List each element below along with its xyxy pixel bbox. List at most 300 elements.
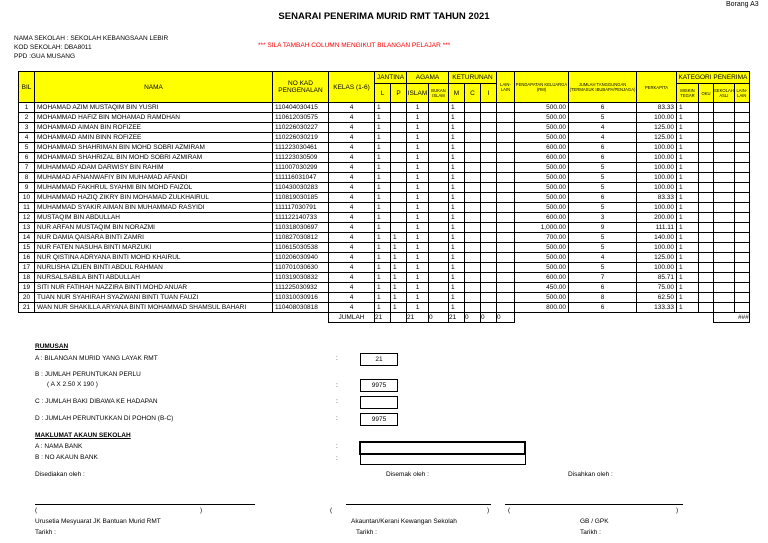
row-lain-lain bbox=[497, 243, 515, 253]
paren-open-1: ( bbox=[35, 507, 38, 514]
row-kategori-lain bbox=[734, 193, 749, 203]
row-lain-lain bbox=[497, 193, 515, 203]
row-bil: 11 bbox=[19, 203, 35, 213]
row-ic: 110612030575 bbox=[273, 113, 329, 123]
row-islam: 1 bbox=[407, 153, 429, 163]
row-m: 1 bbox=[449, 193, 465, 203]
row-bukan-islam bbox=[429, 103, 449, 113]
row-lain-lain bbox=[497, 263, 515, 273]
row-tanggungan: 7 bbox=[569, 273, 637, 283]
row-kelas: 4 bbox=[329, 263, 375, 273]
row-m: 1 bbox=[449, 153, 465, 163]
table-row bbox=[19, 273, 750, 283]
row-pendapatan: 1,000.00 bbox=[515, 223, 569, 233]
row-lain-lain bbox=[497, 283, 515, 293]
total-i: 0 bbox=[481, 313, 497, 323]
row-c bbox=[465, 263, 481, 273]
col-p: P bbox=[391, 84, 407, 103]
row-l: 1 bbox=[375, 193, 391, 203]
row-kelas: 4 bbox=[329, 143, 375, 153]
row-bukan-islam bbox=[429, 193, 449, 203]
col-nama: NAMA bbox=[35, 72, 273, 103]
row-oku bbox=[699, 303, 714, 313]
row-tanggungan: 3 bbox=[569, 213, 637, 223]
row-i bbox=[481, 183, 497, 193]
row-lain-lain bbox=[497, 113, 515, 123]
row-i bbox=[481, 243, 497, 253]
row-i bbox=[481, 163, 497, 173]
row-lain-lain bbox=[497, 163, 515, 173]
row-c bbox=[465, 163, 481, 173]
row-ic: 110615030538 bbox=[273, 243, 329, 253]
row-bil: 20 bbox=[19, 293, 35, 303]
row-miskin-tegar: 1 bbox=[677, 123, 699, 133]
row-nama: MUHAMMAD ADAM DARWISY BIN RAHIM bbox=[35, 163, 273, 173]
row-miskin-tegar: 1 bbox=[677, 293, 699, 303]
row-pendapatan: 500.00 bbox=[515, 103, 569, 113]
row-miskin-tegar: 1 bbox=[677, 103, 699, 113]
row-kategori-lain bbox=[734, 253, 749, 263]
col-islam: ISLAM bbox=[407, 84, 429, 103]
row-miskin-tegar: 1 bbox=[677, 183, 699, 193]
row-c bbox=[465, 143, 481, 153]
col-kategori-lain: LAIN-LAIN bbox=[734, 84, 749, 103]
row-nama: MUHAMMAD HAZIQ ZIKRY BIN MOHAMAD ZULKHAIRUL bbox=[35, 193, 273, 203]
row-ic: 111116031047 bbox=[273, 173, 329, 183]
table-row bbox=[19, 143, 750, 153]
colon: : bbox=[336, 443, 338, 450]
table-row bbox=[19, 223, 750, 233]
row-miskin-tegar: 1 bbox=[677, 273, 699, 283]
row-bil: 18 bbox=[19, 273, 35, 283]
row-bil: 17 bbox=[19, 263, 35, 273]
row-perkapita: 125.00 bbox=[637, 253, 677, 263]
col-kategori: KATEGORI PENERIMA bbox=[677, 72, 750, 84]
row-kategori-lain bbox=[734, 103, 749, 113]
row-i bbox=[481, 293, 497, 303]
row-perkapita: 100.00 bbox=[637, 263, 677, 273]
row-bil: 15 bbox=[19, 243, 35, 253]
row-kelas: 4 bbox=[329, 183, 375, 193]
row-kelas: 4 bbox=[329, 293, 375, 303]
row-nama: MUHAMAD AFNANWAFIY BIN MUHAMAD AFANDI bbox=[35, 173, 273, 183]
row-m: 1 bbox=[449, 303, 465, 313]
row-tanggungan: 6 bbox=[569, 283, 637, 293]
row-nama: MOHAMMAD AMIN BINN ROFIZEE bbox=[35, 133, 273, 143]
row-kategori-lain bbox=[734, 183, 749, 193]
row-p: 1 bbox=[391, 263, 407, 273]
row-lain-lain bbox=[497, 143, 515, 153]
row-islam: 1 bbox=[407, 263, 429, 273]
row-oku bbox=[699, 113, 714, 123]
row-c bbox=[465, 213, 481, 223]
row-kategori-lain bbox=[734, 273, 749, 283]
row-bil: 3 bbox=[19, 123, 35, 133]
row-tanggungan: 5 bbox=[569, 263, 637, 273]
row-pendapatan: 500.00 bbox=[515, 123, 569, 133]
row-tanggungan: 8 bbox=[569, 293, 637, 303]
row-i bbox=[481, 133, 497, 143]
row-l: 1 bbox=[375, 203, 391, 213]
row-oku bbox=[699, 183, 714, 193]
row-ic: 111223030461 bbox=[273, 143, 329, 153]
row-l: 1 bbox=[375, 263, 391, 273]
row-nama: NUR ARFAN MUSTAQIM BIN NORAZMI bbox=[35, 223, 273, 233]
rumusan-b-value: 9975 bbox=[360, 379, 398, 392]
row-lain-lain bbox=[497, 133, 515, 143]
row-kelas: 4 bbox=[329, 153, 375, 163]
row-kelas: 4 bbox=[329, 173, 375, 183]
row-nama: MUSTAQIM BIN ABDULLAH bbox=[35, 213, 273, 223]
row-i bbox=[481, 173, 497, 183]
signature-line-1 bbox=[35, 504, 255, 505]
row-kategori-lain bbox=[734, 123, 749, 133]
row-c bbox=[465, 303, 481, 313]
row-c bbox=[465, 153, 481, 163]
row-nama: MOHAMAD AZIM MUSTAQIM BIN YUSRI bbox=[35, 103, 273, 113]
row-p bbox=[391, 143, 407, 153]
row-pendapatan: 500.00 bbox=[515, 253, 569, 263]
col-agama: AGAMA bbox=[407, 72, 449, 84]
table-row bbox=[19, 123, 750, 133]
row-i bbox=[481, 203, 497, 213]
row-kategori-lain bbox=[734, 303, 749, 313]
row-m: 1 bbox=[449, 273, 465, 283]
row-kelas: 4 bbox=[329, 233, 375, 243]
row-bil: 14 bbox=[19, 233, 35, 243]
row-miskin-tegar: 1 bbox=[677, 263, 699, 273]
row-miskin-tegar: 1 bbox=[677, 233, 699, 243]
row-sekolah-asli bbox=[714, 183, 735, 193]
row-miskin-tegar: 1 bbox=[677, 153, 699, 163]
row-i bbox=[481, 253, 497, 263]
row-sekolah-asli bbox=[714, 123, 735, 133]
row-ic: 110226030227 bbox=[273, 123, 329, 133]
row-ic: 110819030185 bbox=[273, 193, 329, 203]
total-l: 21 bbox=[375, 313, 391, 323]
row-p bbox=[391, 183, 407, 193]
row-p: 1 bbox=[391, 273, 407, 283]
row-l: 1 bbox=[375, 243, 391, 253]
row-islam: 1 bbox=[407, 163, 429, 173]
total-bukan-islam: 0 bbox=[429, 313, 449, 323]
row-sekolah-asli bbox=[714, 263, 735, 273]
row-kelas: 4 bbox=[329, 163, 375, 173]
page-title: SENARAI PENERIMA MURID RMT TAHUN 2021 bbox=[278, 11, 490, 22]
row-tanggungan: 5 bbox=[569, 173, 637, 183]
colon: : bbox=[336, 455, 338, 462]
row-sekolah-asli bbox=[714, 213, 735, 223]
row-nama: NURLISHA IZLIEN BINTI ABDUL RAHMAN bbox=[35, 263, 273, 273]
row-m: 1 bbox=[449, 203, 465, 213]
row-bukan-islam bbox=[429, 123, 449, 133]
row-islam: 1 bbox=[407, 223, 429, 233]
row-kelas: 4 bbox=[329, 103, 375, 113]
row-sekolah-asli bbox=[714, 193, 735, 203]
role-akauntan: Akauntan/Kerani Kewangan Sekolah bbox=[351, 518, 457, 525]
row-oku bbox=[699, 203, 714, 213]
row-bukan-islam bbox=[429, 173, 449, 183]
row-ic: 111223030509 bbox=[273, 153, 329, 163]
row-nama: MOHAMMAD SHAHRIZAL BIN MOHD SOBRI AZMIRAM bbox=[35, 153, 273, 163]
rumusan-c-value[interactable] bbox=[360, 396, 398, 409]
row-ic: 110226030219 bbox=[273, 133, 329, 143]
row-kategori-lain bbox=[734, 223, 749, 233]
school-code: KOD SEKOLAH: DBA8011 bbox=[14, 44, 92, 51]
row-l: 1 bbox=[375, 173, 391, 183]
row-miskin-tegar: 1 bbox=[677, 113, 699, 123]
row-tanggungan: 5 bbox=[569, 233, 637, 243]
row-nama: SITI NUR FATIHAH NAZZIRA BINTI MOHD ANUAR bbox=[35, 283, 273, 293]
col-c: C bbox=[465, 84, 481, 103]
table-row bbox=[19, 103, 750, 113]
role-urusetia: Urusetia Mesyuarat JK Bantuan Murid RMT bbox=[35, 518, 161, 525]
row-perkapita: 85.71 bbox=[637, 273, 677, 283]
row-i bbox=[481, 193, 497, 203]
row-ic: 110430030283 bbox=[273, 183, 329, 193]
row-sekolah-asli bbox=[714, 113, 735, 123]
row-perkapita: 125.00 bbox=[637, 123, 677, 133]
row-islam: 1 bbox=[407, 243, 429, 253]
bank-name-label: A : NAMA BANK bbox=[35, 443, 83, 450]
row-kategori-lain bbox=[734, 293, 749, 303]
row-sekolah-asli bbox=[714, 223, 735, 233]
row-islam: 1 bbox=[407, 233, 429, 243]
row-p: 1 bbox=[391, 293, 407, 303]
row-m: 1 bbox=[449, 283, 465, 293]
row-oku bbox=[699, 223, 714, 233]
table-row bbox=[19, 173, 750, 183]
row-nama: NUR FATEN NASUHA BINTI MARZUKI bbox=[35, 243, 273, 253]
col-sekolah-asli: SEKOLAH ASLI bbox=[714, 84, 735, 103]
row-m: 1 bbox=[449, 133, 465, 143]
rumusan-heading: RUMUSAN bbox=[35, 343, 69, 350]
table-row bbox=[19, 153, 750, 163]
row-c bbox=[465, 253, 481, 263]
total-c: 0 bbox=[465, 313, 481, 323]
row-p bbox=[391, 193, 407, 203]
row-bukan-islam bbox=[429, 233, 449, 243]
row-lain-lain bbox=[497, 223, 515, 233]
row-perkapita: 140.00 bbox=[637, 233, 677, 243]
row-l: 1 bbox=[375, 153, 391, 163]
row-p bbox=[391, 113, 407, 123]
col-m: M bbox=[449, 84, 465, 103]
col-miskin-tegar: MISKIN TEGAR bbox=[677, 84, 699, 103]
school-ppd: PPD :GUA MUSANG bbox=[14, 53, 76, 60]
rumusan-b-label: B : JUMLAH PERUNTUKAN PERLU bbox=[35, 371, 141, 378]
row-bukan-islam bbox=[429, 223, 449, 233]
row-pendapatan: 600.00 bbox=[515, 273, 569, 283]
row-kategori-lain bbox=[734, 203, 749, 213]
row-i bbox=[481, 273, 497, 283]
row-oku bbox=[699, 153, 714, 163]
row-miskin-tegar: 1 bbox=[677, 193, 699, 203]
account-number-field[interactable] bbox=[360, 453, 526, 465]
row-l: 1 bbox=[375, 163, 391, 173]
row-kelas: 4 bbox=[329, 193, 375, 203]
row-tanggungan: 4 bbox=[569, 133, 637, 143]
col-oku: OKU bbox=[699, 84, 714, 103]
row-lain-lain bbox=[497, 103, 515, 113]
row-nama: MOHAMMAD AIMAN BIN ROFIZEE bbox=[35, 123, 273, 133]
row-kategori-lain bbox=[734, 213, 749, 223]
row-i bbox=[481, 303, 497, 313]
rumusan-d-label: D : JUMLAH PERUNTUKKAN DI POHON (B-C) bbox=[35, 415, 174, 422]
row-pendapatan: 700.00 bbox=[515, 233, 569, 243]
row-c bbox=[465, 203, 481, 213]
row-sekolah-asli bbox=[714, 293, 735, 303]
row-bukan-islam bbox=[429, 273, 449, 283]
row-islam: 1 bbox=[407, 133, 429, 143]
col-bukan-islam: BUKAN ISLAM bbox=[429, 84, 449, 103]
row-miskin-tegar: 1 bbox=[677, 213, 699, 223]
paren-open-3: ( bbox=[508, 507, 511, 514]
row-perkapita: 100.00 bbox=[637, 113, 677, 123]
total-islam: 21 bbox=[407, 313, 429, 323]
row-kelas: 4 bbox=[329, 123, 375, 133]
row-islam: 1 bbox=[407, 203, 429, 213]
school-name: NAMA SEKOLAH : SEKOLAH KEBANGSAAN LEBIR bbox=[14, 35, 169, 42]
col-keturunan: KETURUNAN bbox=[449, 72, 497, 84]
rumusan-d-value: 9975 bbox=[360, 413, 398, 426]
row-ic: 111117030791 bbox=[273, 203, 329, 213]
row-m: 1 bbox=[449, 143, 465, 153]
row-lain-lain bbox=[497, 293, 515, 303]
row-sekolah-asli bbox=[714, 133, 735, 143]
col-nokad: NO KAD PENGENALAN bbox=[273, 72, 329, 103]
row-m: 1 bbox=[449, 233, 465, 243]
row-m: 1 bbox=[449, 173, 465, 183]
row-pendapatan: 500.00 bbox=[515, 133, 569, 143]
row-miskin-tegar: 1 bbox=[677, 163, 699, 173]
row-bil: 2 bbox=[19, 113, 35, 123]
row-ic: 110701030630 bbox=[273, 263, 329, 273]
row-miskin-tegar: 1 bbox=[677, 143, 699, 153]
table-row bbox=[19, 213, 750, 223]
paren-close-3: ) bbox=[676, 507, 679, 514]
row-m: 1 bbox=[449, 263, 465, 273]
row-oku bbox=[699, 233, 714, 243]
row-lain-lain bbox=[497, 303, 515, 313]
row-c bbox=[465, 293, 481, 303]
row-l: 1 bbox=[375, 253, 391, 263]
row-perkapita: 125.00 bbox=[637, 133, 677, 143]
row-i bbox=[481, 123, 497, 133]
row-oku bbox=[699, 283, 714, 293]
row-tanggungan: 5 bbox=[569, 113, 637, 123]
row-oku bbox=[699, 133, 714, 143]
row-sekolah-asli bbox=[714, 283, 735, 293]
row-tanggungan: 6 bbox=[569, 193, 637, 203]
row-c bbox=[465, 183, 481, 193]
colon: : bbox=[336, 398, 338, 405]
row-perkapita: 100.00 bbox=[637, 243, 677, 253]
row-ic: 111225030932 bbox=[273, 283, 329, 293]
signature-line-2 bbox=[346, 504, 491, 505]
row-kelas: 4 bbox=[329, 133, 375, 143]
row-p bbox=[391, 163, 407, 173]
row-lain-lain bbox=[497, 213, 515, 223]
row-perkapita: 100.00 bbox=[637, 163, 677, 173]
row-pendapatan: 500.00 bbox=[515, 243, 569, 253]
row-islam: 1 bbox=[407, 183, 429, 193]
row-m: 1 bbox=[449, 103, 465, 113]
row-ic: 110318030697 bbox=[273, 223, 329, 233]
table-row bbox=[19, 203, 750, 213]
row-bukan-islam bbox=[429, 213, 449, 223]
row-bil: 8 bbox=[19, 173, 35, 183]
row-perkapita: 83.33 bbox=[637, 193, 677, 203]
row-kategori-lain bbox=[734, 233, 749, 243]
row-p: 1 bbox=[391, 243, 407, 253]
row-p bbox=[391, 203, 407, 213]
prepared-by-label: Disediakan oleh : bbox=[35, 471, 85, 478]
row-p bbox=[391, 103, 407, 113]
row-l: 1 bbox=[375, 103, 391, 113]
row-perkapita: 100.00 bbox=[637, 203, 677, 213]
row-i bbox=[481, 213, 497, 223]
row-pendapatan: 600.00 bbox=[515, 143, 569, 153]
row-pendapatan: 500.00 bbox=[515, 183, 569, 193]
row-pendapatan: 500.00 bbox=[515, 173, 569, 183]
row-c bbox=[465, 123, 481, 133]
paren-close-2: ) bbox=[487, 507, 490, 514]
row-tanggungan: 6 bbox=[569, 143, 637, 153]
row-bukan-islam bbox=[429, 283, 449, 293]
row-islam: 1 bbox=[407, 173, 429, 183]
row-bil: 7 bbox=[19, 163, 35, 173]
row-ic: 110206030940 bbox=[273, 253, 329, 263]
row-l: 1 bbox=[375, 283, 391, 293]
row-nama: MUHAMMAD FAKHRUL SYAHMI BIN MOHD FAIZOL bbox=[35, 183, 273, 193]
warning-note: *** SILA TAMBAH COLUMN MENGIKUT BILANGAN PELAJAR *** bbox=[258, 42, 451, 49]
row-miskin-tegar: 1 bbox=[677, 243, 699, 253]
table-row bbox=[19, 183, 750, 193]
row-miskin-tegar: 1 bbox=[677, 223, 699, 233]
table-row bbox=[19, 263, 750, 273]
date-label-2: Tarikh : bbox=[356, 529, 377, 536]
row-sekolah-asli bbox=[714, 273, 735, 283]
account-number-label: B : NO AKAUN BANK bbox=[35, 454, 98, 461]
row-kelas: 4 bbox=[329, 283, 375, 293]
row-nama: MUHAMMAD SYAKIR AIMAN BIN MUHAMMAD RASYIDI bbox=[35, 203, 273, 213]
row-pendapatan: 500.00 bbox=[515, 193, 569, 203]
row-pendapatan: 500.00 bbox=[515, 293, 569, 303]
row-p: 1 bbox=[391, 233, 407, 243]
row-bil: 6 bbox=[19, 153, 35, 163]
checked-by-label: Disemak oleh : bbox=[386, 471, 429, 478]
rumusan-a-value: 21 bbox=[360, 353, 398, 366]
row-nama: TUAN NUR SYAHIRAH SYAZWANI BINTI TUAN FAUZI bbox=[35, 293, 273, 303]
row-pendapatan: 800.00 bbox=[515, 303, 569, 313]
row-kelas: 4 bbox=[329, 253, 375, 263]
row-sekolah-asli bbox=[714, 203, 735, 213]
col-lain-lain: LAIN-LAIN bbox=[497, 72, 515, 103]
role-gb: GB / GPK bbox=[580, 518, 609, 525]
row-lain-lain bbox=[497, 173, 515, 183]
rumusan-a-label: A : BILANGAN MURID YANG LAYAK RMT bbox=[35, 355, 158, 362]
row-i bbox=[481, 153, 497, 163]
row-tanggungan: 5 bbox=[569, 203, 637, 213]
row-sekolah-asli bbox=[714, 243, 735, 253]
akaun-heading: MAKLUMAT AKAUN SEKOLAH bbox=[35, 432, 131, 439]
row-ic: 110404030415 bbox=[273, 103, 329, 113]
row-perkapita: 100.00 bbox=[637, 173, 677, 183]
row-sekolah-asli bbox=[714, 103, 735, 113]
row-islam: 1 bbox=[407, 303, 429, 313]
row-nama: NUR QISTINA ADRYANA BINTI MOHD KHAIRUL bbox=[35, 253, 273, 263]
